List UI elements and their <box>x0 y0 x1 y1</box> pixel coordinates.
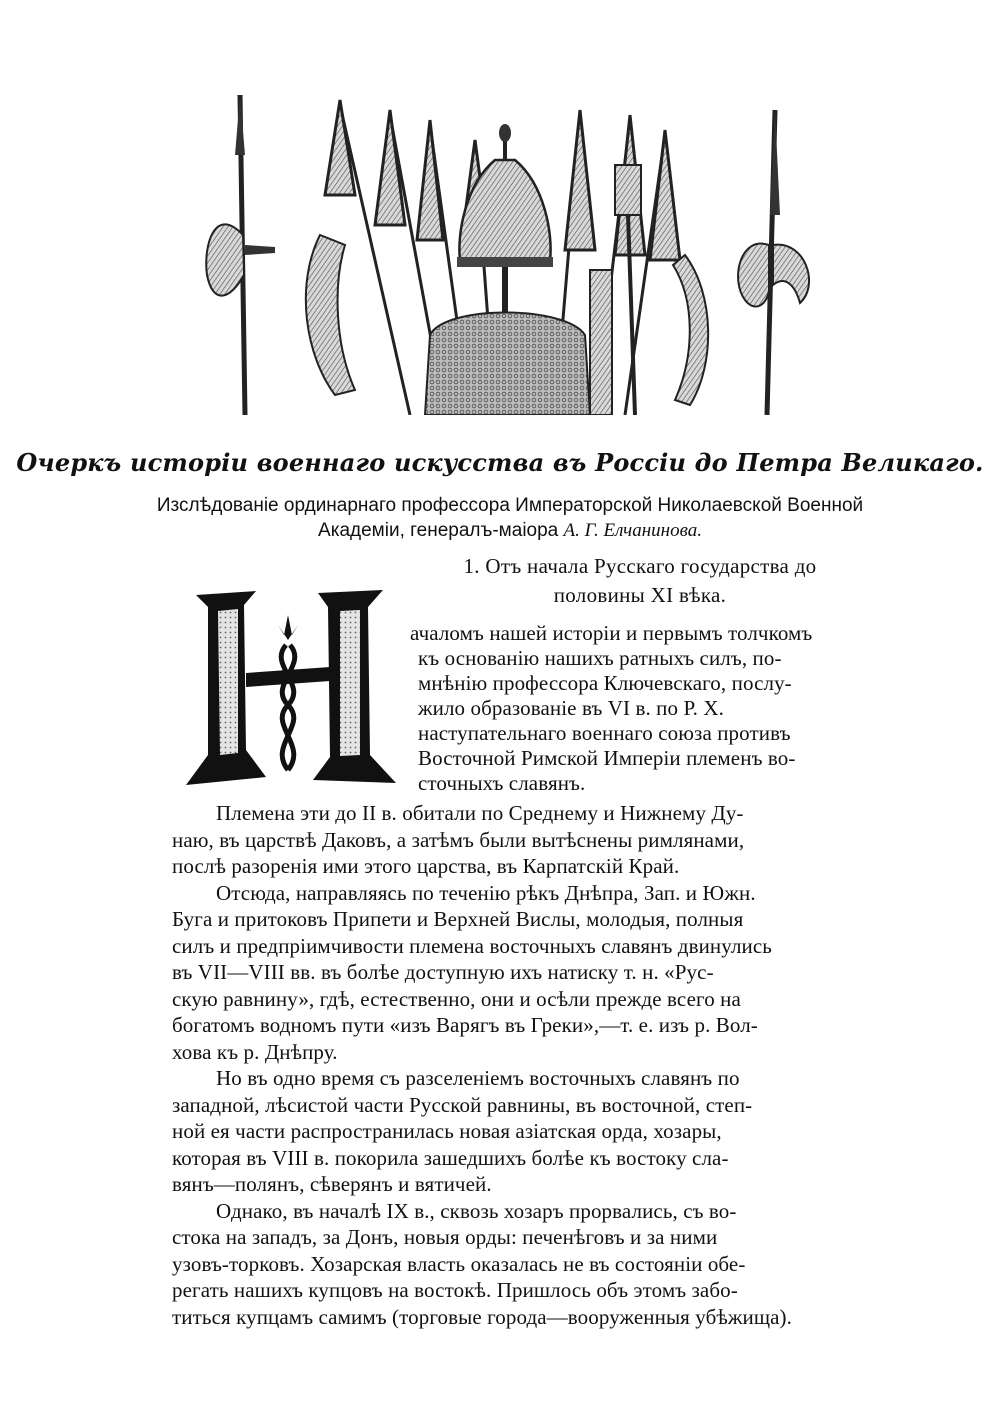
body-line: скую равнину», гдѣ, естественно, они и осѣли прежде всего на <box>172 986 741 1011</box>
subtitle-line-2-prefix: Академіи, генералъ-маіора <box>318 520 559 541</box>
body-line: богатомъ водномъ пути «изъ Варягъ въ Греки»,—т. е. изъ р. Вол- <box>172 1013 758 1037</box>
author-name: А. Г. Елчанинова. <box>563 520 702 541</box>
section-heading-line-2: половины XI вѣка. <box>553 583 727 607</box>
body-line: узовъ-торковъ. Хозарская власть оказалась не въ состояніи обе- <box>172 1251 746 1276</box>
intro-line: ачаломъ нашей исторіи и первымъ толчкомъ <box>410 621 813 645</box>
article-subtitle <box>150 493 870 543</box>
weapons-illustration <box>195 85 845 415</box>
body-line: въ VII—VIII вв. въ болѣе доступную ихъ натиску т. н. «Рус- <box>172 960 714 984</box>
subtitle-line-1: Изслѣдованіе ординарнаго профессора Императорской Николаевской Военной <box>156 495 864 516</box>
body-line: Однако, въ началѣ IX в., сквозь хозаръ прорвались, съ во- <box>216 1198 737 1223</box>
intro-line: наступательнаго военнаго союза противъ <box>418 721 791 745</box>
intro-line: къ основанію нашихъ ратныхъ силъ, по- <box>418 646 782 670</box>
body-line: западной, лѣсистой части Русской равнины, въ восточной, степ- <box>172 1092 753 1117</box>
intro-line: жило образованіе въ VI в. по Р. X. <box>418 696 724 720</box>
intro-line: мнѣнію профессора Ключевскаго, послу- <box>418 671 792 695</box>
section-heading <box>420 552 860 610</box>
body-line: стока на западъ, за Донъ, новыя орды: печенѣговъ и за ними <box>172 1225 718 1249</box>
body-line: регать нашихъ купцовъ на востокѣ. Пришлось объ этомъ забо- <box>172 1278 738 1302</box>
body-line: вянъ—полянъ, сѣверянъ и вятичей. <box>172 1172 492 1196</box>
body-line: Отсюда, направляясь по теченію рѣкъ Днѣпра, Зап. и Южн. <box>216 880 756 905</box>
body-line: наю, въ царствѣ Даковъ, а затѣмъ были вытѣснены римлянами, <box>172 827 745 852</box>
body-line: послѣ разоренія ими этого царства, въ Карпатскій Край. <box>172 854 680 878</box>
article-title: Очеркъ исторіи военнаго искусства въ Россіи до Петра Великаго. <box>16 448 984 477</box>
body-line: силъ и предпріимчивости племена восточныхъ славянъ двинулись <box>172 933 772 958</box>
dropcap-ornament <box>168 585 408 790</box>
body-line: Племена эти до II в. обитали по Среднему и Нижнему Ду- <box>216 801 744 825</box>
body-line: хова къ р. Днѣпру. <box>172 1039 338 1064</box>
body-line: ной ея части распространилась новая азіатская орда, хозары, <box>172 1119 722 1143</box>
weapons-engraving <box>195 85 845 415</box>
subtitle-line-2 <box>150 518 870 543</box>
intro-line: Восточной Римской Имперіи племенъ во- <box>418 746 796 770</box>
dropcap-letter <box>168 585 408 790</box>
body-line: Но въ одно время съ разселеніемъ восточныхъ славянъ по <box>216 1066 740 1090</box>
body-line: которая въ VIII в. покорила зашедшихъ болѣе къ востоку сла- <box>172 1145 729 1170</box>
section-heading-line-1: 1. Отъ начала Русскаго государства до <box>463 554 817 578</box>
body-line: Буга и притоковъ Припети и Верхней Вислы, молодыя, полныя <box>172 907 744 931</box>
body-line: титься купцамъ самимъ (торговые города—вооруженныя убѣжища). <box>172 1304 792 1329</box>
intro-line: сточныхъ славянъ. <box>418 771 586 795</box>
